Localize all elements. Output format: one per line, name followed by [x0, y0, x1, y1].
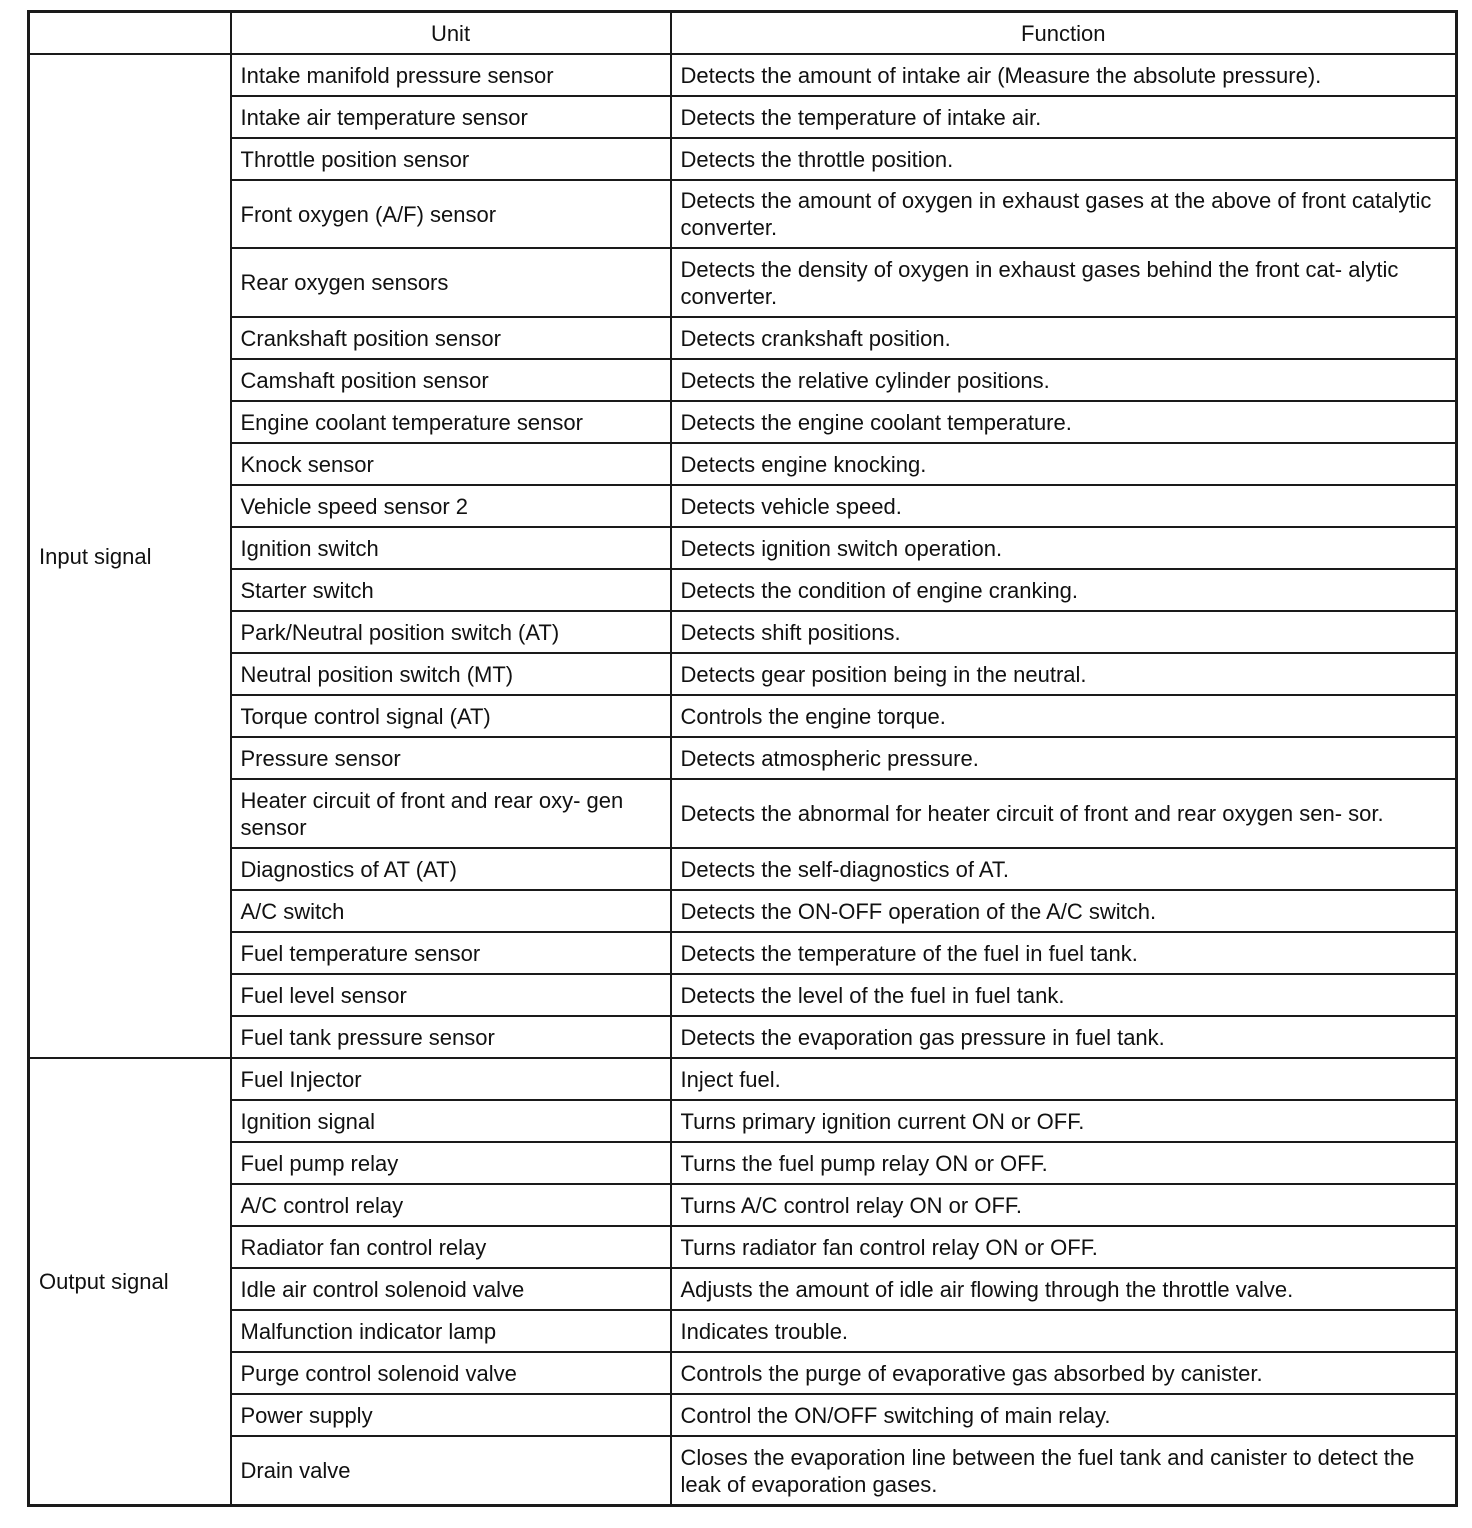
function-cell: Turns radiator fan control relay ON or OFF.	[671, 1226, 1457, 1268]
function-cell: Turns the fuel pump relay ON or OFF.	[671, 1142, 1457, 1184]
unit-cell: Rear oxygen sensors	[231, 248, 671, 317]
unit-cell: Neutral position switch (MT)	[231, 653, 671, 695]
unit-cell: Pressure sensor	[231, 737, 671, 779]
table-row	[29, 890, 1457, 932]
table-row	[29, 1184, 1457, 1226]
function-cell: Detects the relative cylinder positions.	[671, 359, 1457, 401]
function-cell: Detects the amount of intake air (Measure the absolute pressure).	[671, 54, 1457, 96]
table-row	[29, 248, 1457, 317]
table-row	[29, 932, 1457, 974]
function-cell: Detects the condition of engine cranking.	[671, 569, 1457, 611]
function-cell: Detects engine knocking.	[671, 443, 1457, 485]
table-row	[29, 96, 1457, 138]
table-row	[29, 527, 1457, 569]
table-row	[29, 1058, 1457, 1100]
table-row	[29, 1436, 1457, 1506]
table-row	[29, 611, 1457, 653]
table-row	[29, 317, 1457, 359]
function-cell: Detects the temperature of the fuel in fuel tank.	[671, 932, 1457, 974]
unit-cell: Fuel temperature sensor	[231, 932, 671, 974]
table-row	[29, 1268, 1457, 1310]
unit-cell: Park/Neutral position switch (AT)	[231, 611, 671, 653]
function-cell: Detects shift positions.	[671, 611, 1457, 653]
unit-cell: Fuel tank pressure sensor	[231, 1016, 671, 1058]
function-cell: Detects the throttle position.	[671, 138, 1457, 180]
unit-cell: Heater circuit of front and rear oxy- gen sensor	[231, 779, 671, 848]
unit-cell: Ignition switch	[231, 527, 671, 569]
unit-cell: Fuel pump relay	[231, 1142, 671, 1184]
table-row	[29, 1352, 1457, 1394]
table-row	[29, 1394, 1457, 1436]
table-row	[29, 54, 1457, 96]
function-cell: Detects the self-diagnostics of AT.	[671, 848, 1457, 890]
unit-cell: Knock sensor	[231, 443, 671, 485]
function-cell: Turns A/C control relay ON or OFF.	[671, 1184, 1457, 1226]
header-blank	[29, 12, 231, 55]
table-row	[29, 569, 1457, 611]
unit-cell: Torque control signal (AT)	[231, 695, 671, 737]
table-row	[29, 443, 1457, 485]
unit-cell: Vehicle speed sensor 2	[231, 485, 671, 527]
signal-table	[27, 10, 1458, 1507]
signal-table-wrapper	[27, 10, 1455, 1507]
unit-cell: Intake manifold pressure sensor	[231, 54, 671, 96]
function-cell: Detects crankshaft position.	[671, 317, 1457, 359]
group-label-input: Input signal	[29, 54, 231, 1058]
table-row	[29, 138, 1457, 180]
unit-cell: Malfunction indicator lamp	[231, 1310, 671, 1352]
unit-cell: Diagnostics of AT (AT)	[231, 848, 671, 890]
function-cell: Detects the evaporation gas pressure in fuel tank.	[671, 1016, 1457, 1058]
header-function: Function	[671, 12, 1457, 55]
unit-cell: Power supply	[231, 1394, 671, 1436]
table-row	[29, 180, 1457, 248]
table-row	[29, 485, 1457, 527]
table-row	[29, 1226, 1457, 1268]
table-row	[29, 1016, 1457, 1058]
table-row	[29, 848, 1457, 890]
function-cell: Adjusts the amount of idle air flowing through the throttle valve.	[671, 1268, 1457, 1310]
unit-cell: Front oxygen (A/F) sensor	[231, 180, 671, 248]
function-cell: Detects the amount of oxygen in exhaust gases at the above of front catalytic converter.	[671, 180, 1457, 248]
table-row	[29, 359, 1457, 401]
function-cell: Detects vehicle speed.	[671, 485, 1457, 527]
unit-cell: Engine coolant temperature sensor	[231, 401, 671, 443]
unit-cell: Drain valve	[231, 1436, 671, 1506]
function-cell: Detects ignition switch operation.	[671, 527, 1457, 569]
unit-cell: Camshaft position sensor	[231, 359, 671, 401]
function-cell: Controls the engine torque.	[671, 695, 1457, 737]
group-label-output: Output signal	[29, 1058, 231, 1506]
function-cell: Detects the ON-OFF operation of the A/C switch.	[671, 890, 1457, 932]
function-cell: Detects the abnormal for heater circuit of front and rear oxygen sen- sor.	[671, 779, 1457, 848]
unit-cell: Crankshaft position sensor	[231, 317, 671, 359]
function-cell: Detects gear position being in the neutral.	[671, 653, 1457, 695]
function-cell: Closes the evaporation line between the fuel tank and canister to detect the leak of evaporation gases.	[671, 1436, 1457, 1506]
unit-cell: Throttle position sensor	[231, 138, 671, 180]
table-row	[29, 1310, 1457, 1352]
unit-cell: Purge control solenoid valve	[231, 1352, 671, 1394]
function-cell: Detects the engine coolant temperature.	[671, 401, 1457, 443]
function-cell: Detects the level of the fuel in fuel tank.	[671, 974, 1457, 1016]
table-row	[29, 695, 1457, 737]
unit-cell: Idle air control solenoid valve	[231, 1268, 671, 1310]
table-row	[29, 1142, 1457, 1184]
unit-cell: Ignition signal	[231, 1100, 671, 1142]
unit-cell: Radiator fan control relay	[231, 1226, 671, 1268]
table-row	[29, 401, 1457, 443]
function-cell: Controls the purge of evaporative gas absorbed by canister.	[671, 1352, 1457, 1394]
header-row	[29, 12, 1457, 55]
unit-cell: Starter switch	[231, 569, 671, 611]
function-cell: Detects the temperature of intake air.	[671, 96, 1457, 138]
unit-cell: A/C control relay	[231, 1184, 671, 1226]
table-row	[29, 779, 1457, 848]
function-cell: Indicates trouble.	[671, 1310, 1457, 1352]
function-cell: Detects atmospheric pressure.	[671, 737, 1457, 779]
unit-cell: Fuel level sensor	[231, 974, 671, 1016]
unit-cell: Fuel Injector	[231, 1058, 671, 1100]
header-unit: Unit	[231, 12, 671, 55]
function-cell: Detects the density of oxygen in exhaust gases behind the front cat- alytic converter.	[671, 248, 1457, 317]
unit-cell: Intake air temperature sensor	[231, 96, 671, 138]
unit-cell: A/C switch	[231, 890, 671, 932]
function-cell: Turns primary ignition current ON or OFF.	[671, 1100, 1457, 1142]
function-cell: Inject fuel.	[671, 1058, 1457, 1100]
table-row	[29, 737, 1457, 779]
function-cell: Control the ON/OFF switching of main relay.	[671, 1394, 1457, 1436]
table-row	[29, 1100, 1457, 1142]
table-row	[29, 653, 1457, 695]
table-row	[29, 974, 1457, 1016]
